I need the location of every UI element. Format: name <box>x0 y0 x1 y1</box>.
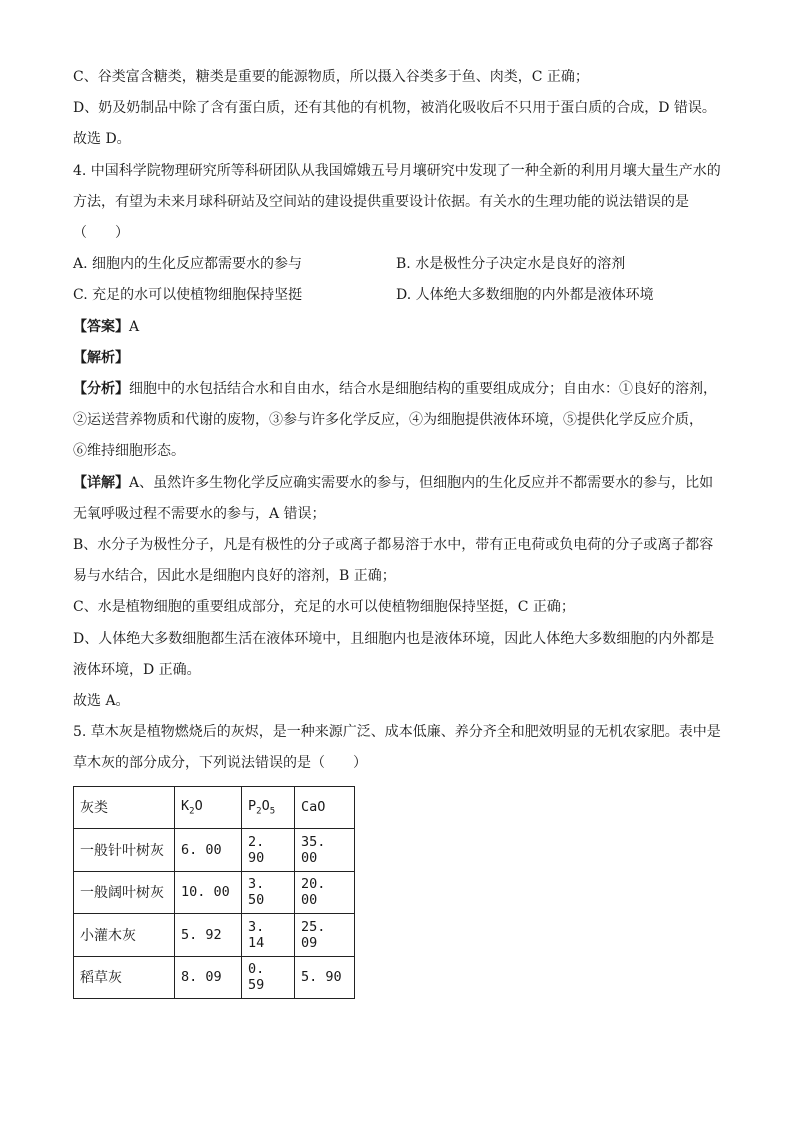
header-cao: CaO <box>295 786 355 829</box>
cell-name: 稻草灰 <box>74 956 175 999</box>
analysis-tag: 【解析】 <box>73 349 129 366</box>
cell-k2o: 5. 92 <box>175 914 242 957</box>
cell-cao: 5. 90 <box>295 956 355 999</box>
xiangjie-tag: 【详解】 <box>73 474 129 491</box>
cell-name: 一般针叶树灰 <box>74 829 175 872</box>
options-row <box>73 280 723 311</box>
header-k2o: $K_2O$ <box>175 786 242 829</box>
answer-value: A <box>129 318 140 335</box>
cell-name: 小灌木灰 <box>74 914 175 957</box>
header-ash-type: 灰类 <box>74 786 175 829</box>
fenxi-tag: 【分析】 <box>73 381 129 398</box>
cell-p2o5: 2. 90 <box>242 829 295 872</box>
cell-cao: 20. 00 <box>295 871 355 914</box>
header-p2o5: $P_2O_5$ <box>242 786 295 829</box>
fenxi-line <box>73 374 723 405</box>
table-row <box>74 914 355 957</box>
question-5-stem: 草木灰的部分成分，下列说法错误的是（ ） <box>73 755 367 772</box>
table-header-row <box>74 786 355 829</box>
option-d: D. 人体绝大多数细胞的内外都是液体环境 <box>396 287 654 304</box>
text-line: 易与水结合，因此水是细胞内良好的溶剂，B 正确； <box>73 568 396 585</box>
text-line: B、水分子为极性分子，凡是有极性的分子或离子都易溶于水中，带有正电荷或负电荷的分子或离子都容 <box>73 537 714 554</box>
answer-line <box>73 312 723 343</box>
xiangjie-line <box>73 468 723 499</box>
cell-cao: 35. 00 <box>295 829 355 872</box>
text-line: 无氧呼吸过程不需要水的参与，A 错误； <box>73 505 326 522</box>
cell-cao: 25. 09 <box>295 914 355 957</box>
xiangjie-text: A、虽然许多生物化学反应确实需要水的参与，但细胞内的生化反应并不都需要水的参与，比如 <box>129 474 714 491</box>
cell-k2o: 6. 00 <box>175 829 242 872</box>
text-line: D、奶及奶制品中除了含有蛋白质，还有其他的有机物，被消化吸收后不只用于蛋白质的合成，D 错误。 <box>73 100 716 117</box>
text-line: C、水是植物细胞的重要组成部分，充足的水可以使植物细胞保持坚挺，C 正确； <box>73 599 575 616</box>
cell-p2o5: 0. 59 <box>242 956 295 999</box>
question-4-stem: 4. 中国科学院物理研究所等科研团队从我国嫦娥五号月壤研究中发现了一种全新的利用月壤大量生产水的 <box>73 162 721 179</box>
question-4-stem: 方法，有望为未来月球科研站及空间站的建设提供重要设计依据。有关水的生理功能的说法错误的是 <box>73 193 689 210</box>
answer-tag: 【答案】 <box>73 318 129 335</box>
option-b: B. 水是极性分子决定水是良好的溶剂 <box>396 256 626 273</box>
question-5-stem: 5. 草木灰是植物燃烧后的灰烬，是一种来源广泛、成本低廉、养分齐全和肥效明显的无机农家肥。表中是 <box>73 724 721 741</box>
ash-composition-table <box>73 786 355 1000</box>
cell-k2o: 8. 09 <box>175 956 242 999</box>
cell-name: 一般阔叶树灰 <box>74 871 175 914</box>
text-line: ②运送营养物质和代谢的废物，③参与许多化学反应，④为细胞提供液体环境，⑤提供化学反应介质， <box>73 412 703 429</box>
table-row <box>74 829 355 872</box>
question-4-blank: （ ） <box>73 225 129 242</box>
option-c: C. 充足的水可以使植物细胞保持坚挺 <box>73 287 303 304</box>
analysis-line <box>73 343 723 374</box>
text-line: 故选 A。 <box>73 693 130 710</box>
table-row <box>74 871 355 914</box>
cell-k2o: 10. 00 <box>175 871 242 914</box>
document-page <box>73 62 723 999</box>
options-row <box>73 249 723 280</box>
text-line: D、人体绝大多数细胞都生活在液体环境中，且细胞内也是液体环境，因此人体绝大多数细胞的内外都是 <box>73 630 715 647</box>
table-row <box>74 956 355 999</box>
text-line: 液体环境，D 正确。 <box>73 661 201 678</box>
cell-p2o5: 3. 50 <box>242 871 295 914</box>
option-a: A. 细胞内的生化反应都需要水的参与 <box>73 256 303 273</box>
text-line: C、谷类富含糖类，糖类是重要的能源物质，所以摄入谷类多于鱼、肉类，C 正确； <box>73 69 589 85</box>
text-line: ⑥维持细胞形态。 <box>73 443 185 460</box>
fenxi-text: 细胞中的水包括结合水和自由水，结合水是细胞结构的重要组成成分；自由水：①良好的溶剂， <box>129 381 717 398</box>
cell-p2o5: 3. 14 <box>242 914 295 957</box>
text-line: 故选 D。 <box>73 131 131 148</box>
